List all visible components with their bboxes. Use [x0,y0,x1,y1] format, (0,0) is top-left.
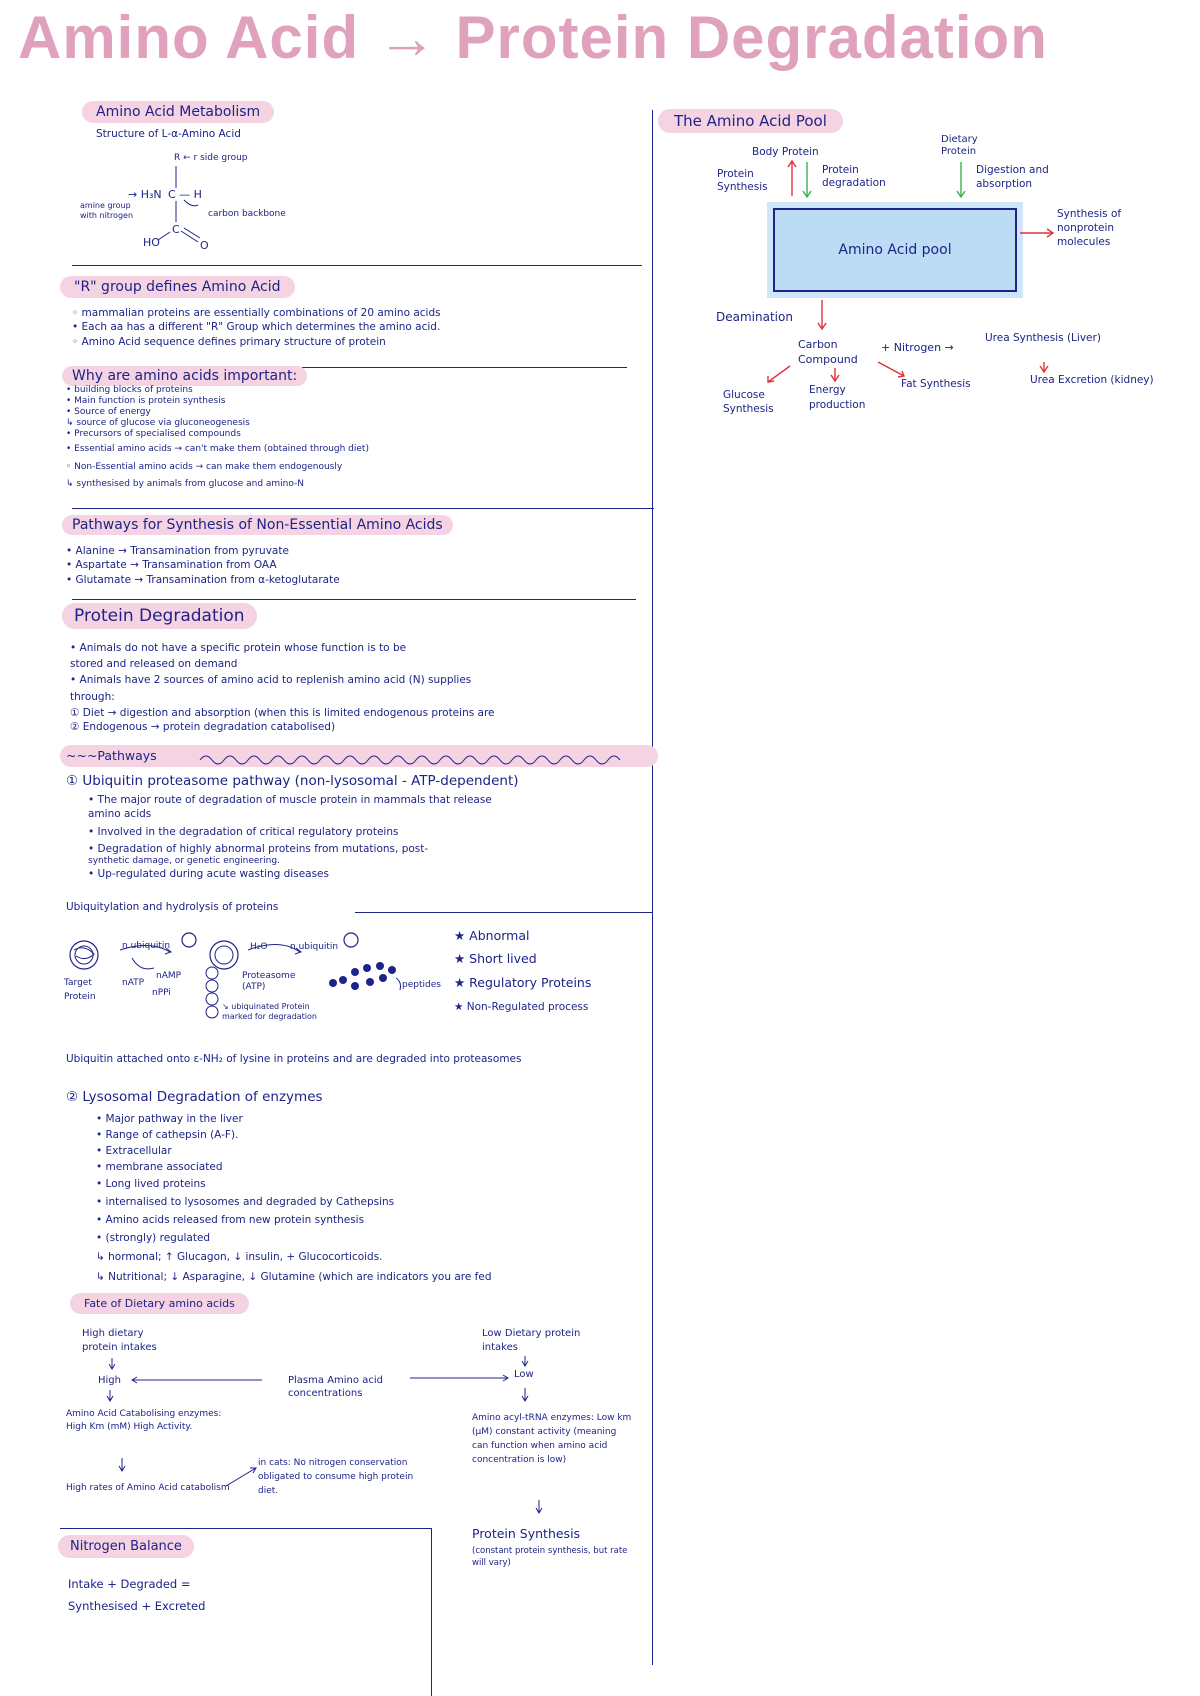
metabolism-heading: Amino Acid Metabolism [82,101,274,123]
divider [60,1528,432,1529]
pool-arrows [0,0,1,1]
list-item: • building blocks of proteins [66,385,193,395]
center-divider [652,110,653,1665]
ubiquitylation-label: Ubiquitylation and hydrolysis of proteins [66,901,279,913]
nitrogen-line-2: Synthesised + Excreted [68,1599,206,1613]
r-group-list [72,306,441,349]
pool-section [658,109,843,133]
legend-item: ★ Non-Regulated process [454,1001,589,1013]
synthesis-label: Protein Synthesis [717,168,768,193]
ubiquitin-heading: ① Ubiquitin proteasome pathway (non-lysosomal - ATP-dependent) [66,773,519,789]
catabolising-label: Amino Acid Catabolising enzymes: High Km (mM) High Activity. [66,1409,222,1432]
ubiquitin-list [88,793,492,882]
list-item: ↳ hormonal; ↑ Glucagon, ↓ insulin, + Glucocorticoids. [96,1251,383,1263]
carboxyl-carbon: C [172,223,180,236]
r-group-label: R ← r side group [174,153,248,163]
synthesis-label: Protein Synthesis [472,1526,581,1541]
list-item: ↳ synthesised by animals from glucose and amino-N [66,479,305,489]
list-item: • Main function is protein synthesis [66,396,226,406]
list-item: • Amino acids released from new protein synthesis [96,1214,365,1226]
list-item: through: [70,690,115,703]
list-item: • Glutamate → Transamination from α-ketoglutarate [66,573,340,586]
divider [72,599,636,600]
nonessential-heading: Pathways for Synthesis of Non-Essential Amino Acids [62,515,453,535]
list-item: • Alanine → Transamination from pyruvate [66,545,289,557]
why-heading: Why are amino acids important: [62,366,307,386]
fate-section [70,1292,249,1314]
list-item: ① Diet → digestion and absorption (when this is limited endogenous proteins are [70,706,495,719]
list-item: • membrane associated [96,1161,223,1173]
low-label: Low [514,1369,534,1380]
degradation-heading: Protein Degradation [62,603,257,629]
list-item: • Animals have 2 sources of amino acid to replenish amino acid (N) supplies [70,674,472,687]
nonessential-list [66,544,340,587]
why-section [62,365,307,386]
list-item: • Up-regulated during acute wasting diseases [88,868,329,881]
why-list [66,385,369,492]
list-item: • Involved in the degradation of critical regulatory proteins [88,825,399,838]
list-item: • Degradation of highly abnormal proteins from mutations, post- [88,842,429,855]
lysosomal-heading: ② Lysosomal Degradation of enzymes [66,1089,323,1105]
list-item: stored and released on demand [70,658,238,671]
legend-item: ★ Abnormal [454,928,530,943]
nitrogen-balance [68,1573,205,1617]
list-item: amino acids [88,808,152,821]
list-item: • Animals do not have a specific protein whose function is to be [70,642,407,654]
nitrogen-section [58,1535,194,1558]
list-item: ◦ Amino Acid sequence defines primary structure of protein [72,335,386,348]
list-item: ◦ Non-Essential amino acids → can make them endogenously [66,462,343,472]
digestion-label: Digestion and absorption [976,164,1049,190]
oxygen-label: O [200,239,209,252]
ubiquinated-label: ↘ ubiquinated Protein marked for degradation [222,1002,317,1021]
divider [72,265,642,266]
metabolism-subtitle: Structure of L-α-Amino Acid [96,128,241,140]
list-item: • Precursors of specialised compounds [66,429,241,439]
urea-synthesis-label: Urea Synthesis (Liver) [985,332,1101,344]
body-protein-label: Body Protein [752,146,819,158]
hydroxyl-label: HO [143,236,160,249]
high-intake-label: High dietary protein intakes [82,1328,157,1353]
list-item: ② Endogenous → protein degradation catabolised) [70,721,336,734]
namp-label: nAMP [156,971,182,981]
legend-item: ★ Short lived [454,951,537,966]
urea-excretion-label: Urea Excretion (kidney) [1030,374,1154,386]
high-rates-label: High rates of Amino Acid catabolism [66,1483,230,1493]
carbon-compound-label: Carbon Compound [798,338,858,366]
list-item: • Essential amino acids → can't make them (obtained through diet) [66,444,369,454]
nonprotein-label: Synthesis of nonprotein molecules [1057,208,1122,248]
lysosomal-list [96,1111,491,1287]
list-item: • Source of energy [66,407,151,417]
amine-note: amine group with nitrogen [80,201,134,220]
synthesis-note: (constant protein synthesis, but rate will vary) [472,1546,628,1568]
deamination-label: Deamination [716,310,793,324]
legend-item: ★ Regulatory Proteins [454,975,592,990]
ubiquitin-legend [454,924,591,1018]
divider [355,912,652,913]
list-item: • Aspartate → Transamination from OAA [66,559,277,572]
list-item: ↳ source of glucose via gluconeogenesis [66,418,250,428]
degradation-label: Protein degradation [822,164,886,189]
n-ubiquitin-label-2: n ubiquitin [290,942,339,952]
glucose-label: Glucose Synthesis [723,389,774,415]
ubiquitin-note: Ubiquitin attached onto ε-NH₂ of lysine in proteins and are degraded into proteasomes [66,1053,522,1065]
amine-label: → H₃N [128,188,162,201]
backbone-note: carbon backbone [208,209,286,219]
dietary-protein-label: Dietary Protein [941,134,978,157]
fate-heading: Fate of Dietary amino acids [70,1293,249,1314]
list-item: • (strongly) regulated [96,1232,211,1244]
list-item: • Each aa has a different "R" Group which determines the amino acid. [72,321,441,334]
list-item: ↳ Nutritional; ↓ Asparagine, ↓ Glutamine (which are indicators you are fed [96,1271,492,1283]
n-ubiquitin-label: n ubiquitin [122,941,171,951]
list-item: ◦ mammalian proteins are essentially combinations of 20 amino acids [72,307,441,319]
metabolism-section [82,101,274,123]
energy-label: Energy production [809,384,866,411]
pathways-heading: ~~~Pathways [66,748,157,763]
list-item: • Range of cathepsin (A-F). [96,1129,239,1141]
fat-label: Fat Synthesis [901,378,971,390]
list-item: • The major route of degradation of muscle protein in mammals that release [88,794,492,806]
peptides-label: peptides [402,980,441,990]
r-group-section [60,276,295,298]
trna-label: Amino acyl-tRNA enzymes: Low km (µM) constant activity (meaning can function when amino acid concentration is low) [472,1413,632,1465]
nonessential-section [62,514,453,535]
degradation-list [70,641,495,735]
peptides-icon [329,962,396,990]
nitrogen-label: + Nitrogen → [881,341,954,354]
cats-label: in cats: No nitrogen conservation obligated to consume high protein diet. [258,1458,414,1496]
low-intake-label: Low Dietary protein intakes [482,1328,581,1353]
divider [431,1528,432,1696]
pool-heading: The Amino Acid Pool [658,109,843,133]
list-item: • Major pathway in the liver [96,1113,243,1125]
page-title: Amino Acid → Protein Degradation [18,4,1048,71]
high-label: High [98,1375,121,1386]
h2o-label: H₂O [250,942,268,952]
list-item: synthetic damage, or genetic engineering. [88,856,280,867]
natp-label: nATP [122,978,145,988]
nitrogen-heading: Nitrogen Balance [58,1535,194,1558]
amino-acid-pool-box: Amino Acid pool [773,208,1017,292]
target-protein-label: Target Protein [64,978,96,1002]
list-item: • Extracellular [96,1145,172,1157]
nppi-label: nPPi [152,988,171,998]
plasma-label: Plasma Amino acid concentrations [288,1375,383,1399]
r-group-heading: "R" group defines Amino Acid [60,276,295,298]
list-item: • internalised to lysosomes and degraded by Cathepsins [96,1196,395,1208]
nitrogen-line-1: Intake + Degraded = [68,1577,191,1591]
alpha-carbon-label: C — H [168,188,202,201]
list-item: • Long lived proteins [96,1178,206,1190]
degradation-section [62,603,257,629]
divider [72,508,654,509]
proteasome-label: Proteasome (ATP) [242,971,296,992]
